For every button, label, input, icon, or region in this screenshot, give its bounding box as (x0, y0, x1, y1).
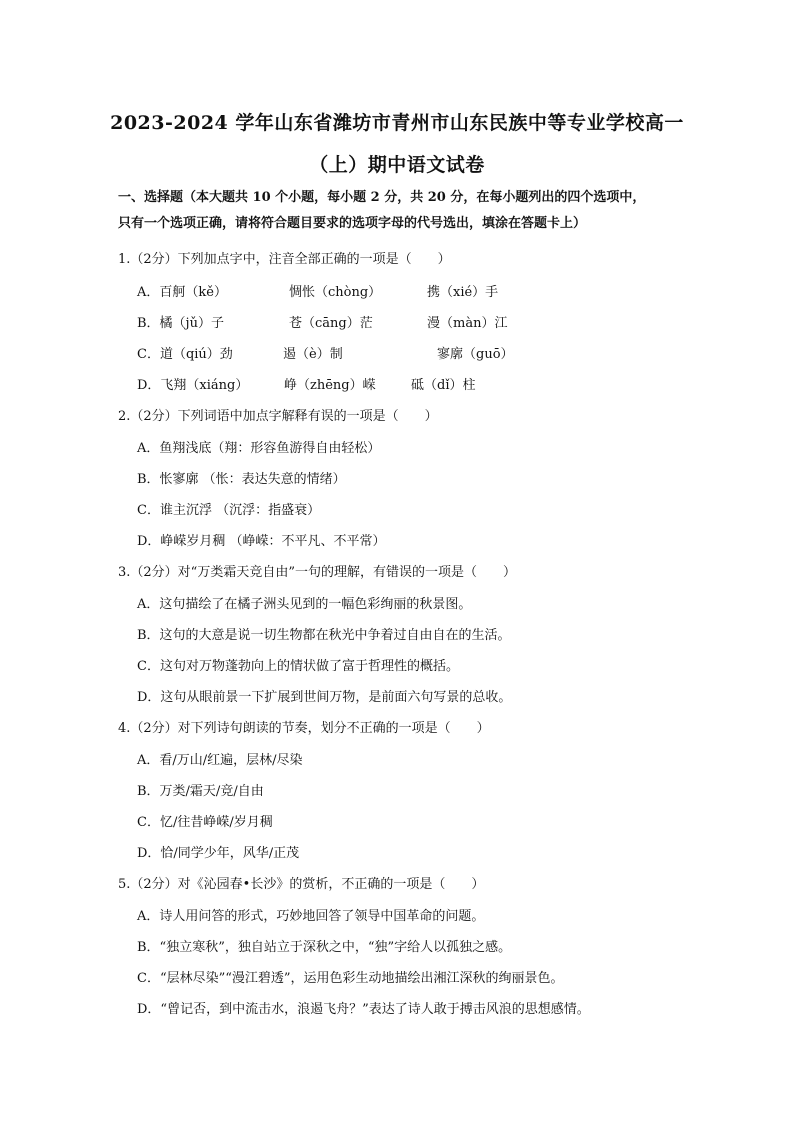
q1-option-d-part1: D．飞翔（xiáng） (137, 378, 249, 393)
q2-option-a: A．鱼翔浅底（翔：形容鱼游得自由轻松） (137, 441, 381, 456)
q1-option-c-part1: C．道（qiú）劲 (137, 347, 233, 362)
q5-option-c: C．“层林尽染”“漫江碧透”，运用色彩生动地描绘出湘江深秋的绚丽景色。 (137, 971, 564, 986)
q4-option-a: A．看/万山/红遍，层林/尽染 (137, 753, 303, 768)
q2-option-b: B．怅寥廓 （怅：表达失意的情绪） (137, 472, 346, 487)
q1-option-a-part3: 携（xié）手 (427, 285, 499, 300)
q3-option-c: C．这句对万物蓬勃向上的情状做了富于哲理性的概括。 (137, 659, 459, 674)
q5-option-d: D．“曾记否，到中流击水，浪遏飞舟？”表达了诗人敢于搏击风浪的思想感情。 (137, 1002, 590, 1017)
exam-title-line1: 2023-2024 学年山东省潍坊市青州市山东民族中等专业学校高一 (110, 112, 684, 134)
question-1-stem: 1.（2分）下列加点字中，注音全部正确的一项是（ ） (118, 252, 451, 267)
q1-option-a-part1: A．百舸（kě） (137, 285, 227, 300)
section-heading-line2: 只有一个选项正确，请将符合题目要求的选项字母的代号选出，填涂在答题卡上） (118, 216, 587, 231)
q4-option-d: D．恰/同学少年，风华/正茂 (137, 846, 300, 861)
q3-option-a: A．这句描绘了在橘子洲头见到的一幅色彩绚丽的秋景图。 (137, 597, 472, 612)
q3-option-d: D．这句从眼前景一下扩展到世间万物，是前面六句写景的总收。 (137, 690, 512, 705)
q2-option-c: C．谁主沉浮 （沉浮：指盛衰） (137, 503, 321, 518)
q2-option-d: D．峥嵘岁月稠 （峥嵘：不平凡、不平常） (137, 534, 386, 549)
q1-option-d-part3: 砥（dǐ）柱 (411, 378, 476, 393)
q5-option-b: B．“独立寒秋”，独自站立于深秋之中，“独”字给人以孤独之感。 (137, 940, 512, 955)
section-heading-line1: 一、选择题（本大题共 10 个小题，每小题 2 分，共 20 分，在每小题列出的四个选项中， (118, 190, 646, 205)
q5-option-a: A．诗人用问答的形式，巧妙地回答了领导中国革命的问题。 (137, 909, 485, 924)
q3-option-b: B．这句的大意是说一切生物都在秋光中争着过自由自在的生活。 (137, 628, 511, 643)
question-2-stem: 2.（2分）下列词语中加点字解释有误的一项是（ ） (118, 409, 438, 424)
question-4-stem: 4.（2分）对下列诗句朗读的节奏，划分不正确的一项是（ ） (118, 721, 490, 736)
q1-option-c-part3: 寥廓（guō） (437, 347, 514, 362)
q1-option-b-part3: 漫（màn）江 (427, 316, 508, 331)
q4-option-b: B．万类/霜天/竞/自由 (137, 784, 264, 799)
q1-option-b-part2: 苍（cāng）茫 (289, 316, 373, 331)
question-5-stem: 5.（2分）对《沁园春•长沙》的赏析，不正确的一项是（ ） (118, 877, 485, 892)
question-3-stem: 3.（2分）对“万类霜天竞自由”一句的理解，有错误的一项是（ ） (118, 565, 516, 580)
q1-option-c-part2: 遏（è）制 (283, 347, 343, 362)
q1-option-d-part2: 峥（zhēng）嵘 (284, 378, 376, 393)
exam-title-line2: （上）期中语文试卷 (309, 154, 485, 176)
q1-option-b-part1: B．橘（jǔ）子 (137, 316, 224, 331)
q4-option-c: C．忆/往昔峥嵘/岁月稠 (137, 815, 273, 830)
q1-option-a-part2: 惆怅（chòng） (289, 285, 382, 300)
